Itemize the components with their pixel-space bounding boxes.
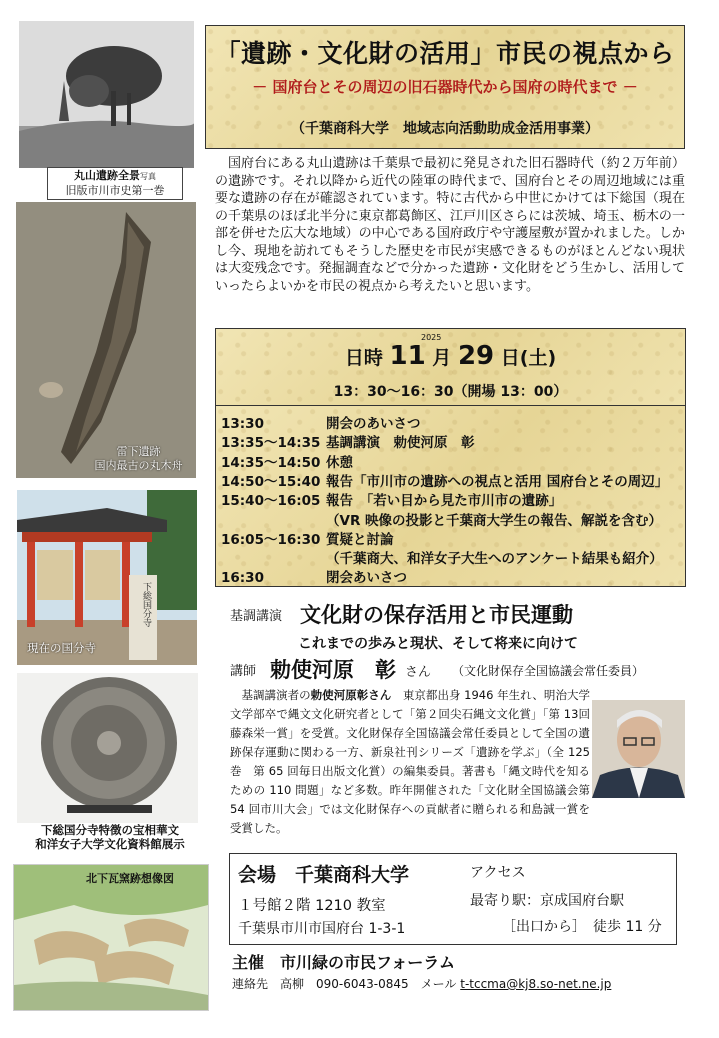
schedule-time: 13:30 <box>221 416 264 432</box>
speaker-portrait <box>592 700 685 798</box>
kiln-caption: 北下瓦窯跡想像図 <box>86 872 174 885</box>
schedule-time: 14:35〜14:50 <box>221 455 321 471</box>
schedule-row <box>221 489 562 509</box>
schedule-row <box>221 451 353 471</box>
schedule-item: 閉会あいさつ <box>326 570 407 586</box>
kokubunji-caption: 現在の国分寺 <box>27 641 96 655</box>
access-station: 最寄り駅：京成国府台駅 <box>470 893 624 909</box>
canoe-caption-desc: 国内最古の丸木舟 <box>94 459 183 472</box>
page-title: 「遺跡・文化財の活用」市民の視点から <box>215 39 675 68</box>
date-day-unit: 日 <box>500 347 520 369</box>
schedule-row <box>221 470 668 490</box>
schedule-row <box>221 412 421 432</box>
intro-paragraph: 国府台にある丸山遺跡は千葉県で最初に発見された旧石器時代（約２万年前）の遺跡です。それ以降から近代の陸軍の時代まで、国府台とその周辺地域には重要な遺跡の存在が確認されています。特に古代から中世にかけては下総国（現在の千葉県のほぼ北半分に東京都葛飾区、江戸川区さらには茨城、埼玉、栃木の一部を併せた広大な地域）の中心である国府政庁や守護屋敷が置かれました。しかし今、現地を訪れてもそうした歴史を市民が実感できるものがほとんどない現状は大変残念です。発掘調査などで分かった遺跡・文化財をどう生かし、活用していったらよいかを市民の視点から考えたいと思います。 <box>215 156 685 294</box>
maruyama-caption <box>47 167 183 200</box>
date-box <box>215 328 686 406</box>
contact-line <box>232 975 611 992</box>
keynote-label: 基調講演 <box>230 609 283 624</box>
roof-tile-caption-source: 和洋女子大学文化資料館展示 <box>35 837 185 851</box>
schedule-time: 13:35〜14:35 <box>221 435 321 451</box>
schedule-item: （千葉商大、和洋女子大生へのアンケート結果も紹介） <box>326 551 663 567</box>
contact-email-link[interactable]: t-tccma@kj8.so-net.ne.jp <box>460 977 612 991</box>
schedule-item: 報告「市川市の遺跡への視点と活用 国府台とその周辺」 <box>326 474 669 490</box>
bio-text: 東京都出身 1946 年生れ、明治大学文学部卒で縄文文化研究者として「第２回尖石縄文文化賞」「第 13回藤森栄一賞」を受賞。文化財保存全国協議会常任委員として全国の遺跡保存運動に関わる一方、新泉社刊シリーズ「遺跡を学ぶ」（全 125 巻 第 65 回毎日出版文化賞）の編集委員。著書も「縄文時代を知るための 110 問題」など多数。昨年開催された「文化財全国協議会第 54 回市川大会」では文化財保存への貢献者に贈られる和島誠一賞を受賞した。 <box>230 688 590 835</box>
schedule-row <box>221 547 663 567</box>
sponsor-line: （千葉商科大学 地域志向活動助成金活用事業） <box>291 121 599 137</box>
schedule-box <box>215 405 686 587</box>
schedule-item: 休憩 <box>326 455 353 471</box>
date-weekday: (土) <box>519 347 557 369</box>
canoe-caption-title: 雷下遺跡 <box>116 445 161 458</box>
schedule-row <box>221 528 394 548</box>
venue-room: １号館２階 1210 教室 <box>238 898 386 914</box>
speaker-name: 勅使河原 彰 <box>270 658 396 682</box>
schedule-item: 基調講演 勅使河原 彰 <box>326 435 475 451</box>
speaker-role: （文化財保存全国協議会常任委員） <box>452 664 645 678</box>
date-month-unit: 月 <box>432 347 452 369</box>
schedule-item: 開会のあいさつ <box>326 416 421 432</box>
venue-address: 千葉県市川市国府台 1-3-1 <box>238 921 406 937</box>
speaker-honorific: さん <box>405 665 432 680</box>
maruyama-caption-small: 写真 <box>140 172 156 181</box>
event-time: 13：30〜16：30（開場 13：00） <box>333 384 568 400</box>
maruyama-site-photo <box>19 21 194 168</box>
kokubunji-photo <box>17 490 197 665</box>
bio-prefix: 基調講演者の <box>241 688 311 702</box>
keynote-title: 文化財の保存活用と市民運動 <box>300 603 573 627</box>
schedule-time: 16:05〜16:30 <box>221 532 321 548</box>
canoe-photo <box>16 202 196 478</box>
canoe-caption <box>86 445 191 473</box>
event-date <box>216 341 685 371</box>
speaker-label: 講師 <box>230 664 257 679</box>
schedule-row <box>221 566 407 586</box>
schedule-time: 14:50〜15:40 <box>221 474 321 490</box>
kiln-illustration <box>13 864 209 1011</box>
roof-tile-caption <box>22 823 198 851</box>
speaker-bio <box>230 686 590 838</box>
schedule-item: 報告 「若い目から見た市川市の遺跡」 <box>326 493 563 509</box>
date-label: 日時 <box>344 347 383 369</box>
maruyama-caption-source: 旧版市川市史第一巻 <box>65 184 165 197</box>
date-month: 11 <box>389 341 426 371</box>
keynote-subtitle: これまでの歩みと現状、そして将来に向けて <box>298 636 578 652</box>
title-box <box>205 25 685 149</box>
maruyama-caption-title: 丸山遺跡全景 <box>74 169 140 182</box>
date-day: 29 <box>457 341 495 371</box>
organizer: 主催 市川緑の市民フォーラム <box>232 953 456 972</box>
schedule-time: 16:30 <box>221 570 264 586</box>
schedule-row <box>221 509 662 529</box>
access-label: アクセス <box>470 865 526 881</box>
roof-tile-photo <box>17 673 198 823</box>
event-year: 2025 <box>421 333 442 342</box>
schedule-row <box>221 431 475 451</box>
contact-label: 連絡先 高柳 090-6043-0845 メール <box>232 977 457 991</box>
access-walk: ［出口から］ 徒歩 11 分 <box>502 919 662 935</box>
kokubunji-pillar-text: 下総国分寺 <box>141 582 151 627</box>
bio-name: 勅使河原彰さん <box>310 688 392 702</box>
schedule-item: 質疑と討論 <box>326 532 394 548</box>
schedule-time: 15:40〜16:05 <box>221 493 321 509</box>
venue-box <box>229 853 677 945</box>
page-subtitle: － 国府台とその周辺の旧石器時代から国府の時代まで － <box>252 78 638 96</box>
schedule-item: （VR 映像の投影と千葉商大学生の報告、解説を含む） <box>326 513 663 529</box>
venue-title: 会場 千葉商科大学 <box>238 864 410 886</box>
roof-tile-caption-title: 下総国分寺特徴の宝相華文 <box>41 823 179 837</box>
